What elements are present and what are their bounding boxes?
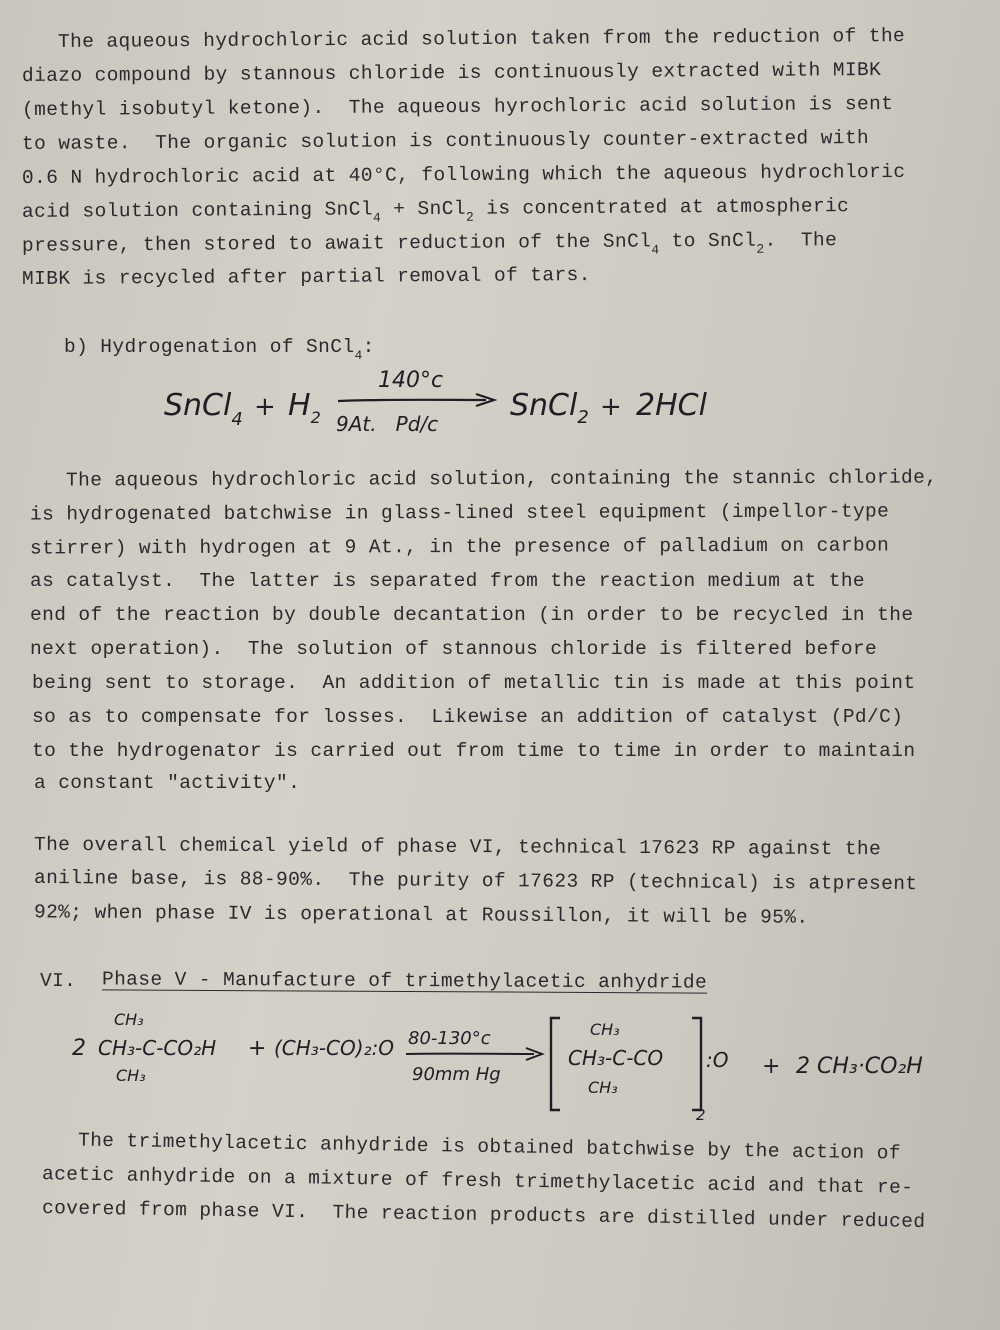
eq1-condition-catalyst: 9At. Pd/c xyxy=(336,412,439,436)
eq1-reactant-sncl4: SnCl$_4$ xyxy=(164,388,243,430)
eq2-bracket-subscript: 2 xyxy=(696,1106,706,1124)
text-line: so as to compensate for losses. Likewise an addition of catalyst (Pd/C) xyxy=(32,706,904,728)
text-line: stirrer) with hydrogen at 9 At., in the presence of palladium on carbon xyxy=(29,534,890,560)
text-line: 0.6 N hydrochloric acid at 40°C, following which the aqueous hydrochloric xyxy=(21,160,906,190)
text-line: The aqueous hydrochloric acid solution taken from the reduction of the xyxy=(57,25,906,53)
eq2-p1-suffix: :O xyxy=(706,1048,729,1072)
text-line: diazo compound by stannous chloride is continuously extracted with MIBK xyxy=(21,59,882,87)
eq1-product-hcl: 2HCl xyxy=(636,388,707,423)
eq1-product-sncl2: SnCl$_2$ xyxy=(510,388,589,428)
text-line: being sent to storage. An addition of metallic tin is made at this point xyxy=(32,672,916,694)
eq2-reaction-arrow xyxy=(404,1046,546,1062)
text-line: pressure, then stored to await reduction of the SnCl$_4$ to SnCl$_2$. The xyxy=(21,229,838,258)
text-line: acetic anhydride on a mixture of fresh trimethylacetic acid and that re- xyxy=(41,1163,914,1199)
eq2-acetic-acid: 2 CH₃·CO₂H xyxy=(796,1054,923,1079)
section-vi-number: VI. xyxy=(39,969,77,993)
eq2-coefficient: 2 xyxy=(72,1036,86,1061)
section-vi-heading: Phase V - Manufacture of trimethylacetic anhydride xyxy=(101,968,708,994)
eq2-condition-pressure: 90mm Hg xyxy=(412,1064,501,1085)
text-line: next operation). The solution of stannous chloride is filtered before xyxy=(30,638,878,660)
eq1-plus: + xyxy=(600,392,622,422)
text-line: end of the reaction by double decantation (in order to be recycled in the xyxy=(30,604,914,626)
text-line: a constant "activity". xyxy=(34,772,301,794)
text-line: 92%; when phase IV is operational at Roussillon, it will be 95%. xyxy=(33,901,809,929)
eq2-p1-main: CH₃-C-CO xyxy=(568,1046,664,1070)
section-b-heading: b) Hydrogenation of SnCl$_4$: xyxy=(64,336,375,363)
text-line: to waste. The organic solution is continuously counter-extracted with xyxy=(21,127,870,155)
eq1-reactant-h2: $H_2$ xyxy=(288,388,321,427)
text-line: MIBK is recycled after partial removal of tars. xyxy=(21,264,591,290)
eq2-plus: + xyxy=(248,1036,267,1061)
text-line: to the hydrogenator is carried out from time to time in order to maintain xyxy=(32,740,916,762)
eq2-acetic-anhydride: (CH₃-CO)₂:O xyxy=(274,1036,395,1060)
text-line: covered from phase VI. The reaction products are distilled under reduced xyxy=(41,1197,926,1233)
eq2-p1-top-methyl: CH₃ xyxy=(590,1020,620,1039)
eq2-plus: + xyxy=(762,1054,781,1079)
right-bracket xyxy=(688,1014,706,1114)
text-line: The trimethylacetic anhydride is obtained batchwise by the action of xyxy=(77,1129,902,1165)
text-line: The aqueous hydrochloric acid solution, containing the stannic chloride, xyxy=(65,466,938,492)
eq1-plus: + xyxy=(254,392,276,422)
left-bracket xyxy=(546,1014,564,1114)
eq2-p1-bottom-methyl: CH₃ xyxy=(588,1078,618,1097)
text-line: aniline base, is 88-90%. The purity of 17623 RP (technical) is atpresent xyxy=(33,866,918,896)
text-line: is hydrogenated batchwise in glass-lined steel equipment (impellor-type xyxy=(29,500,890,526)
eq2-condition-temp: 80-130°c xyxy=(408,1028,491,1049)
eq2-r1-top-methyl: CH₃ xyxy=(114,1010,144,1029)
eq2-r1-main: CH₃-C-CO₂H xyxy=(98,1036,217,1060)
text-line: acid solution containing SnCl$_4$ + SnCl$_2$ is concentrated at atmospheric xyxy=(21,195,850,226)
text-line: as catalyst. The latter is separated from the reaction medium at the xyxy=(30,570,866,592)
eq2-r1-bottom-methyl: CH₃ xyxy=(116,1066,146,1085)
eq1-reaction-arrow xyxy=(336,392,498,408)
eq1-condition-temp: 140°c xyxy=(378,368,444,393)
text-line: (methyl isobutyl ketone). The aqueous hyrochloric acid solution is sent xyxy=(21,92,894,122)
text-line: The overall chemical yield of phase VI, technical 17623 RP against the xyxy=(33,833,882,861)
